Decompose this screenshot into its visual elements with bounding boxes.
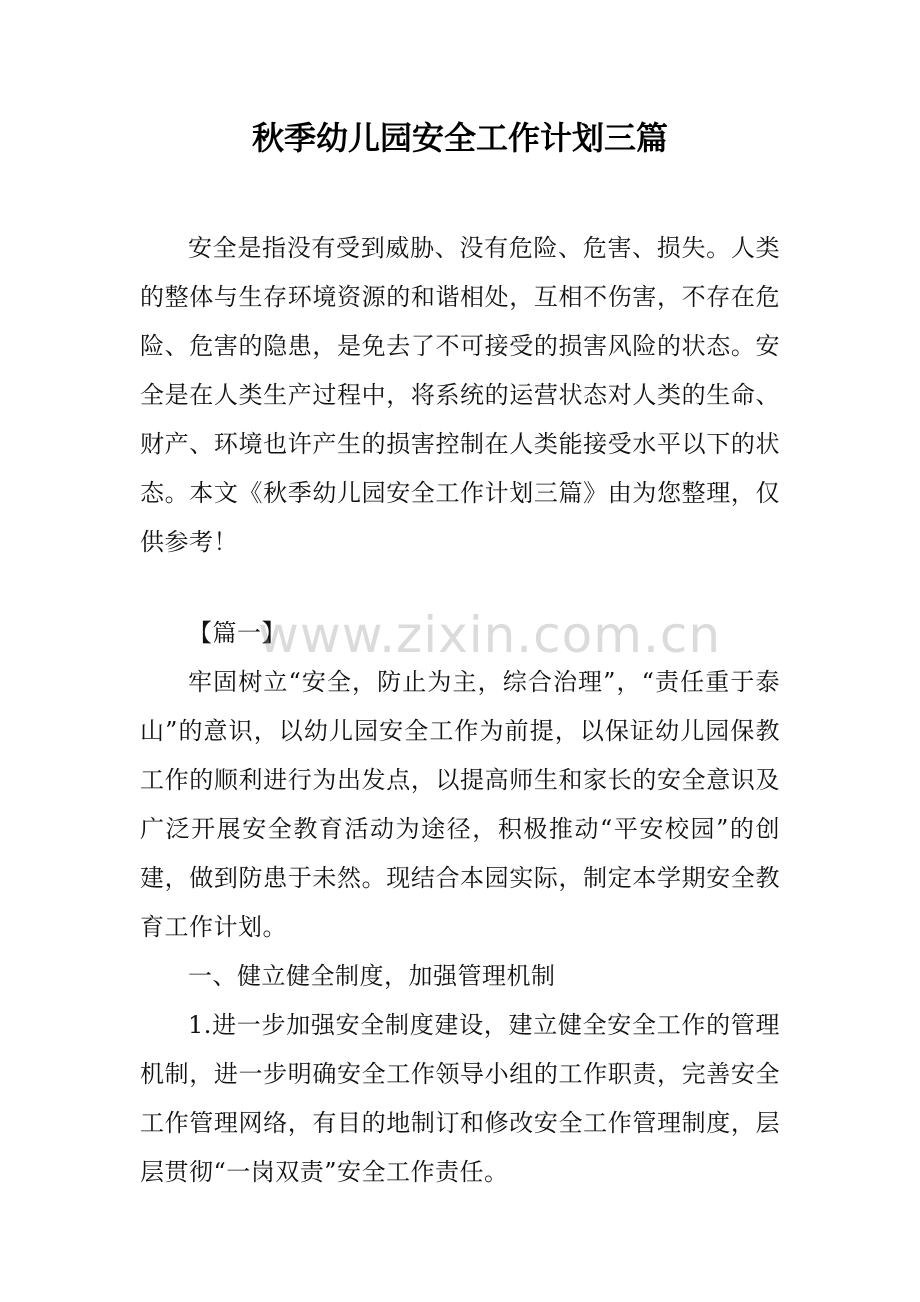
intro-block (140, 224, 780, 567)
document-title: 秋季幼儿园安全工作计划三篇 (251, 119, 668, 157)
subheading: 一、健立健全制度，加强管理机制 (188, 962, 556, 990)
intro-paragraph: 安全是指没有受到威胁、没有危险、危害、损失。人类的整体与生存环境资源的和谐相处，互相不伤害，不存在危险、危害的隐患，是免去了不可接受的损害风险的状态。安全是在人类生产过程中，将系统的运营状态对人类的生命、财产、环境也许产生的损害控制在人类能接受水平以下的状态。本文《秋季幼儿园安全工作计划三篇》由为您整理，仅供参考！ (140, 234, 780, 556)
section-one (140, 609, 780, 1197)
body-paragraph: 1.进一步加强安全制度建设，建立健全安全工作的管理机制，进一步明确安全工作领导小组的工作职责，完善安全工作管理网络，有目的地制订和修改安全工作管理制度，层层贯彻“一岗双责”安全工作责任。 (140, 1011, 780, 1186)
section-label: 【篇一】 (188, 619, 286, 647)
watermark: www.zixin.com.cn (258, 606, 722, 664)
body-paragraph: 牢固树立“安全，防止为主，综合治理”，“责任重于泰山”的意识，以幼儿园安全工作为前提，以保证幼儿园保教工作的顺利进行为出发点，以提高师生和家长的安全意识及广泛开展安全教育活动为途径，积极推动“平安校园”的创建，做到防患于未然。现结合本园实际，制定本学期安全教育工作计划。 (140, 668, 780, 941)
